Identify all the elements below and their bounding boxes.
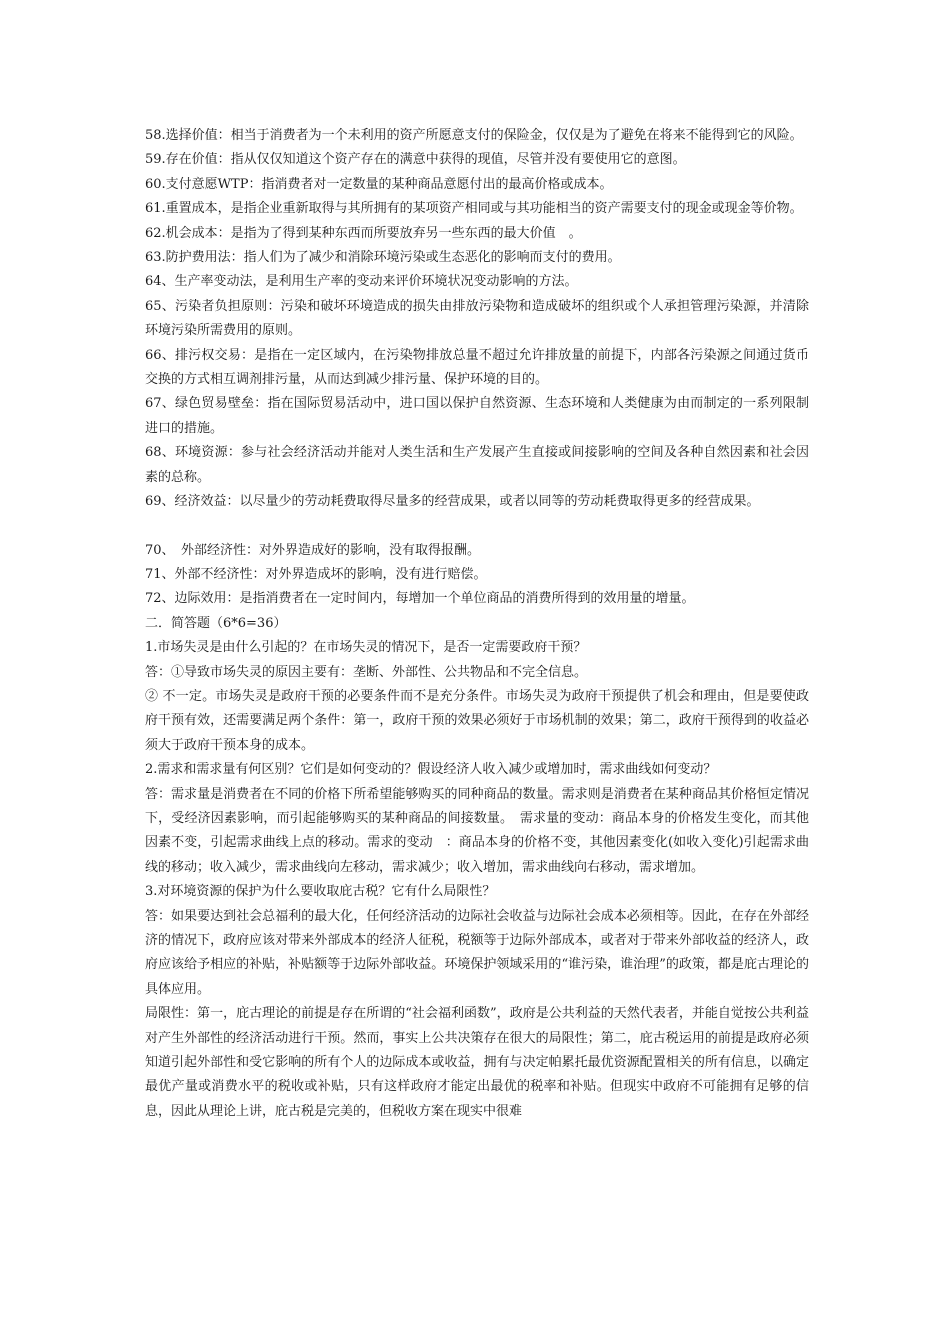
definition-58: 58.选择价值：相当于消费者为一个未利用的资产所愿意支付的保险金，仅仅是为了避免在将来不能得到它的风险。 — [145, 128, 803, 143]
definition-67: 67、绿色贸易壁垒：指在国际贸易活动中，进口国以保护自然资源、生态环境和人类健康为由而制定的一系列限制进口的措施。 — [145, 396, 809, 436]
question-1: 1.市场失灵是由什么引起的？在市场失灵的情况下，是否一定需要政府干预？ — [145, 640, 587, 656]
definition-65: 65、污染者负担原则：污染和破坏环境造成的损失由排放污染物和造成破坏的组织或个人承担管理污染源，并清除环境污染所需费用的原则。 — [145, 298, 809, 339]
definition-68: 68、环境资源：参与社会经济活动并能对人类生活和生产发展产生直接或间接影响的空间及各种自然因素和社会因素的总称。 — [145, 445, 809, 485]
definition-60: 60.支付意愿WTP：指消费者对一定数量的某种商品意愿付出的最高价格或成本。 — [145, 176, 613, 192]
definition-72: 72、边际效用：是指消费者在一定时间内，每增加一个单位商品的消费所得到的效用量的增量。 — [145, 591, 695, 607]
definition-62: 62.机会成本：是指为了得到某种东西而所要放弃另一些东西的最大价值 。 — [145, 225, 582, 241]
definition-66: 66、排污权交易：是指在一定区域内，在污染物排放总量不超过允许排放量的前提下，内部各污染源之间通过货币交换的方式相互调剂排污量，从而达到减少排污量、保护环境的目的。 — [145, 347, 809, 388]
definition-70: 70、 外部经济性：对外界造成好的影响，没有取得报酬。 — [145, 542, 481, 558]
definition-61: 61.重置成本，是指企业重新取得与其所拥有的某项资产相同或与其功能相当的资产需要支付的现金或现金等价物。 — [145, 201, 803, 217]
answer-2: 答：需求量是消费者在不同的价格下所希望能够购买的同种商品的数量。需求则是消费者在某种商品其价格恒定情况下，受经济因素影响，而引起能够购买的某种商品的间接数量。 需求量的变动：商品本身的价格发生变化，而其他因素不变，引起需求曲线上点的移动。需求的变动 ：商品本身的价格不变，其他因素变化(如收入变化)引起需求曲线的移动；收入减少，需求曲线向左移动，需求减少；收入增加，需求曲线向右移动，需求增加。 — [145, 786, 809, 875]
blank-line — [145, 515, 809, 539]
question-3: 3.对环境资源的保护为什么要收取庇古税？它有什么局限性？ — [145, 884, 496, 900]
question-2: 2.需求和需求量有何区别？它们是如何变动的？假设经济人收入减少或增加时，需求曲线如何变动？ — [145, 762, 717, 778]
definition-63: 63.防护费用法：指人们为了减少和消除环境污染或生态恶化的影响而支付的费用。 — [145, 250, 621, 266]
document-body — [145, 124, 809, 1124]
answer-1-part-2: ② 不一定。市场失灵是政府干预的必要条件而不是充分条件。市场失灵为政府干预提供了机会和理由，但是要使政府干预有效，还需要满足两个条件：第一，政府干预的效果必须好于市场机制的效果；第二，政府干预得到的收益必须大于政府干预本身的成本。 — [145, 688, 809, 753]
answer-3-limitations: 局限性：第一，庇古理论的前提是存在所谓的“社会福利函数”，政府是公共利益的天然代表者，并能自觉按公共利益对产生外部性的经济活动进行干预。然而，事实上公共决策存在很大的局限性；第二，庇古税运用的前提是政府必须知道引起外部性和受它影响的所有个人的边际成本或收益，拥有与决定帕累托最优资源配置相关的所有信息，以确定最优产量或消费水平的税收或补贴，只有这样政府才能定出最优的税率和补贴。但现实中政府不可能拥有足够的信息，因此从理论上讲，庇古税是完美的，但税收方案在现实中很难 — [145, 1006, 809, 1119]
definition-64: 64、生产率变动法，是利用生产率的变动来评价环境状况变动影响的方法。 — [145, 274, 578, 290]
definition-59: 59.存在价值：指从仅仅知道这个资产存在的满意中获得的现值，尽管并没有要使用它的意图。 — [145, 152, 686, 168]
definition-69: 69、经济效益：以尽量少的劳动耗费取得尽量多的经营成果，或者以同等的劳动耗费取得更多的经营成果。 — [145, 494, 760, 510]
section-heading: 二．简答题（6*6=36） — [145, 615, 287, 631]
answer-3: 答：如果要达到社会总福利的最大化，任何经济活动的边际社会收益与边际社会成本必须相等。因此，在存在外部经济的情况下，政府应该对带来外部成本的经济人征税，税额等于边际外部成本，或者对于带来外部收益的经济人，政府应该给予相应的补贴，补贴额等于边际外部收益。环境保护领域采用的“谁污染，谁治理”的政策，都是庇古理论的具体应用。 — [145, 908, 809, 997]
definition-71: 71、外部不经济性：对外界造成坏的影响，没有进行赔偿。 — [145, 566, 487, 582]
answer-1-part-1: 答：①导致市场失灵的原因主要有：垄断、外部性、公共物品和不完全信息。 — [145, 664, 588, 680]
